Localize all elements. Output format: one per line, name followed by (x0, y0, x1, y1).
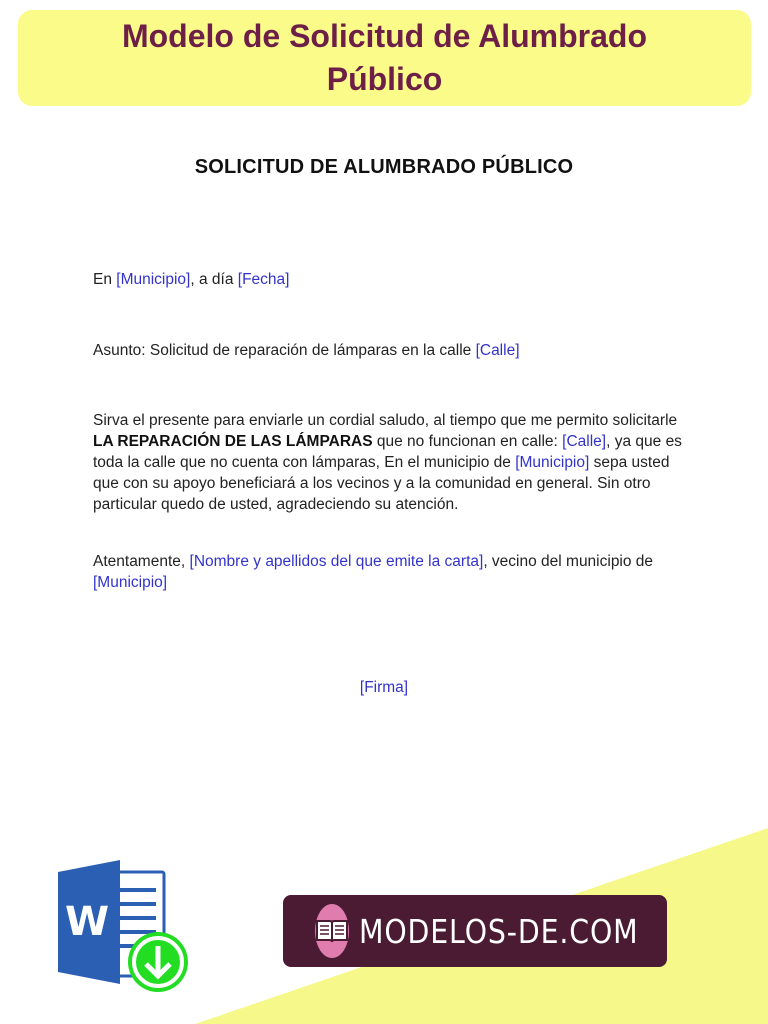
body-part4: sepa usted que con su apoyo beneficiará a los vecinos y a la comunidad en general. Sin otro particular quedo de usted, agradeciendo su atención. (93, 454, 670, 513)
brand-banner[interactable] (283, 895, 667, 967)
body-bold: LA REPARACIÓN DE LAS LÁMPARAS (93, 433, 373, 450)
municipio-placeholder: [Municipio] (93, 574, 168, 591)
place-prefix: En (93, 271, 117, 288)
header-banner (18, 10, 751, 106)
subject-text: Asunto: Solicitud de reparación de lámparas en la calle (93, 342, 476, 359)
municipio-placeholder: [Municipio] (116, 271, 191, 288)
body-part1: Sirva el presente para enviarle un cordial saludo, al tiempo que me permito solicitarle (93, 412, 678, 429)
word-letter: W (64, 899, 110, 945)
word-document-icon[interactable] (58, 858, 194, 1000)
signature-placeholder: [Firma] (359, 679, 409, 696)
download-arrow-icon (128, 932, 188, 992)
municipio-placeholder: [Municipio] (515, 454, 590, 471)
name-placeholder: [Nombre y apellidos del que emite la carta] (189, 553, 484, 570)
brand-name: MODELOS-DE.COM (359, 911, 639, 951)
body-part2: que no funcionan en calle: (372, 433, 563, 450)
closing-paragraph (93, 551, 683, 593)
closing-mid: , vecino del municipio de (483, 553, 654, 570)
closing-prefix: Atentamente, (93, 553, 190, 570)
date-prefix: , a día (190, 271, 238, 288)
place-date-line (93, 269, 683, 290)
page-title: Modelo de Solicitud de Alumbrado Público (121, 18, 648, 97)
body-part3: , ya que es toda la calle que no cuenta con lámparas, En el municipio de (93, 433, 682, 471)
document-title: SOLICITUD DE ALUMBRADO PÚBLICO (194, 156, 574, 178)
calle-placeholder: [Calle] (475, 342, 520, 359)
body-paragraph (93, 410, 683, 515)
open-book-icon (315, 904, 349, 958)
fecha-placeholder: [Fecha] (237, 271, 290, 288)
calle-placeholder: [Calle] (562, 433, 607, 450)
subject-line (93, 340, 683, 361)
